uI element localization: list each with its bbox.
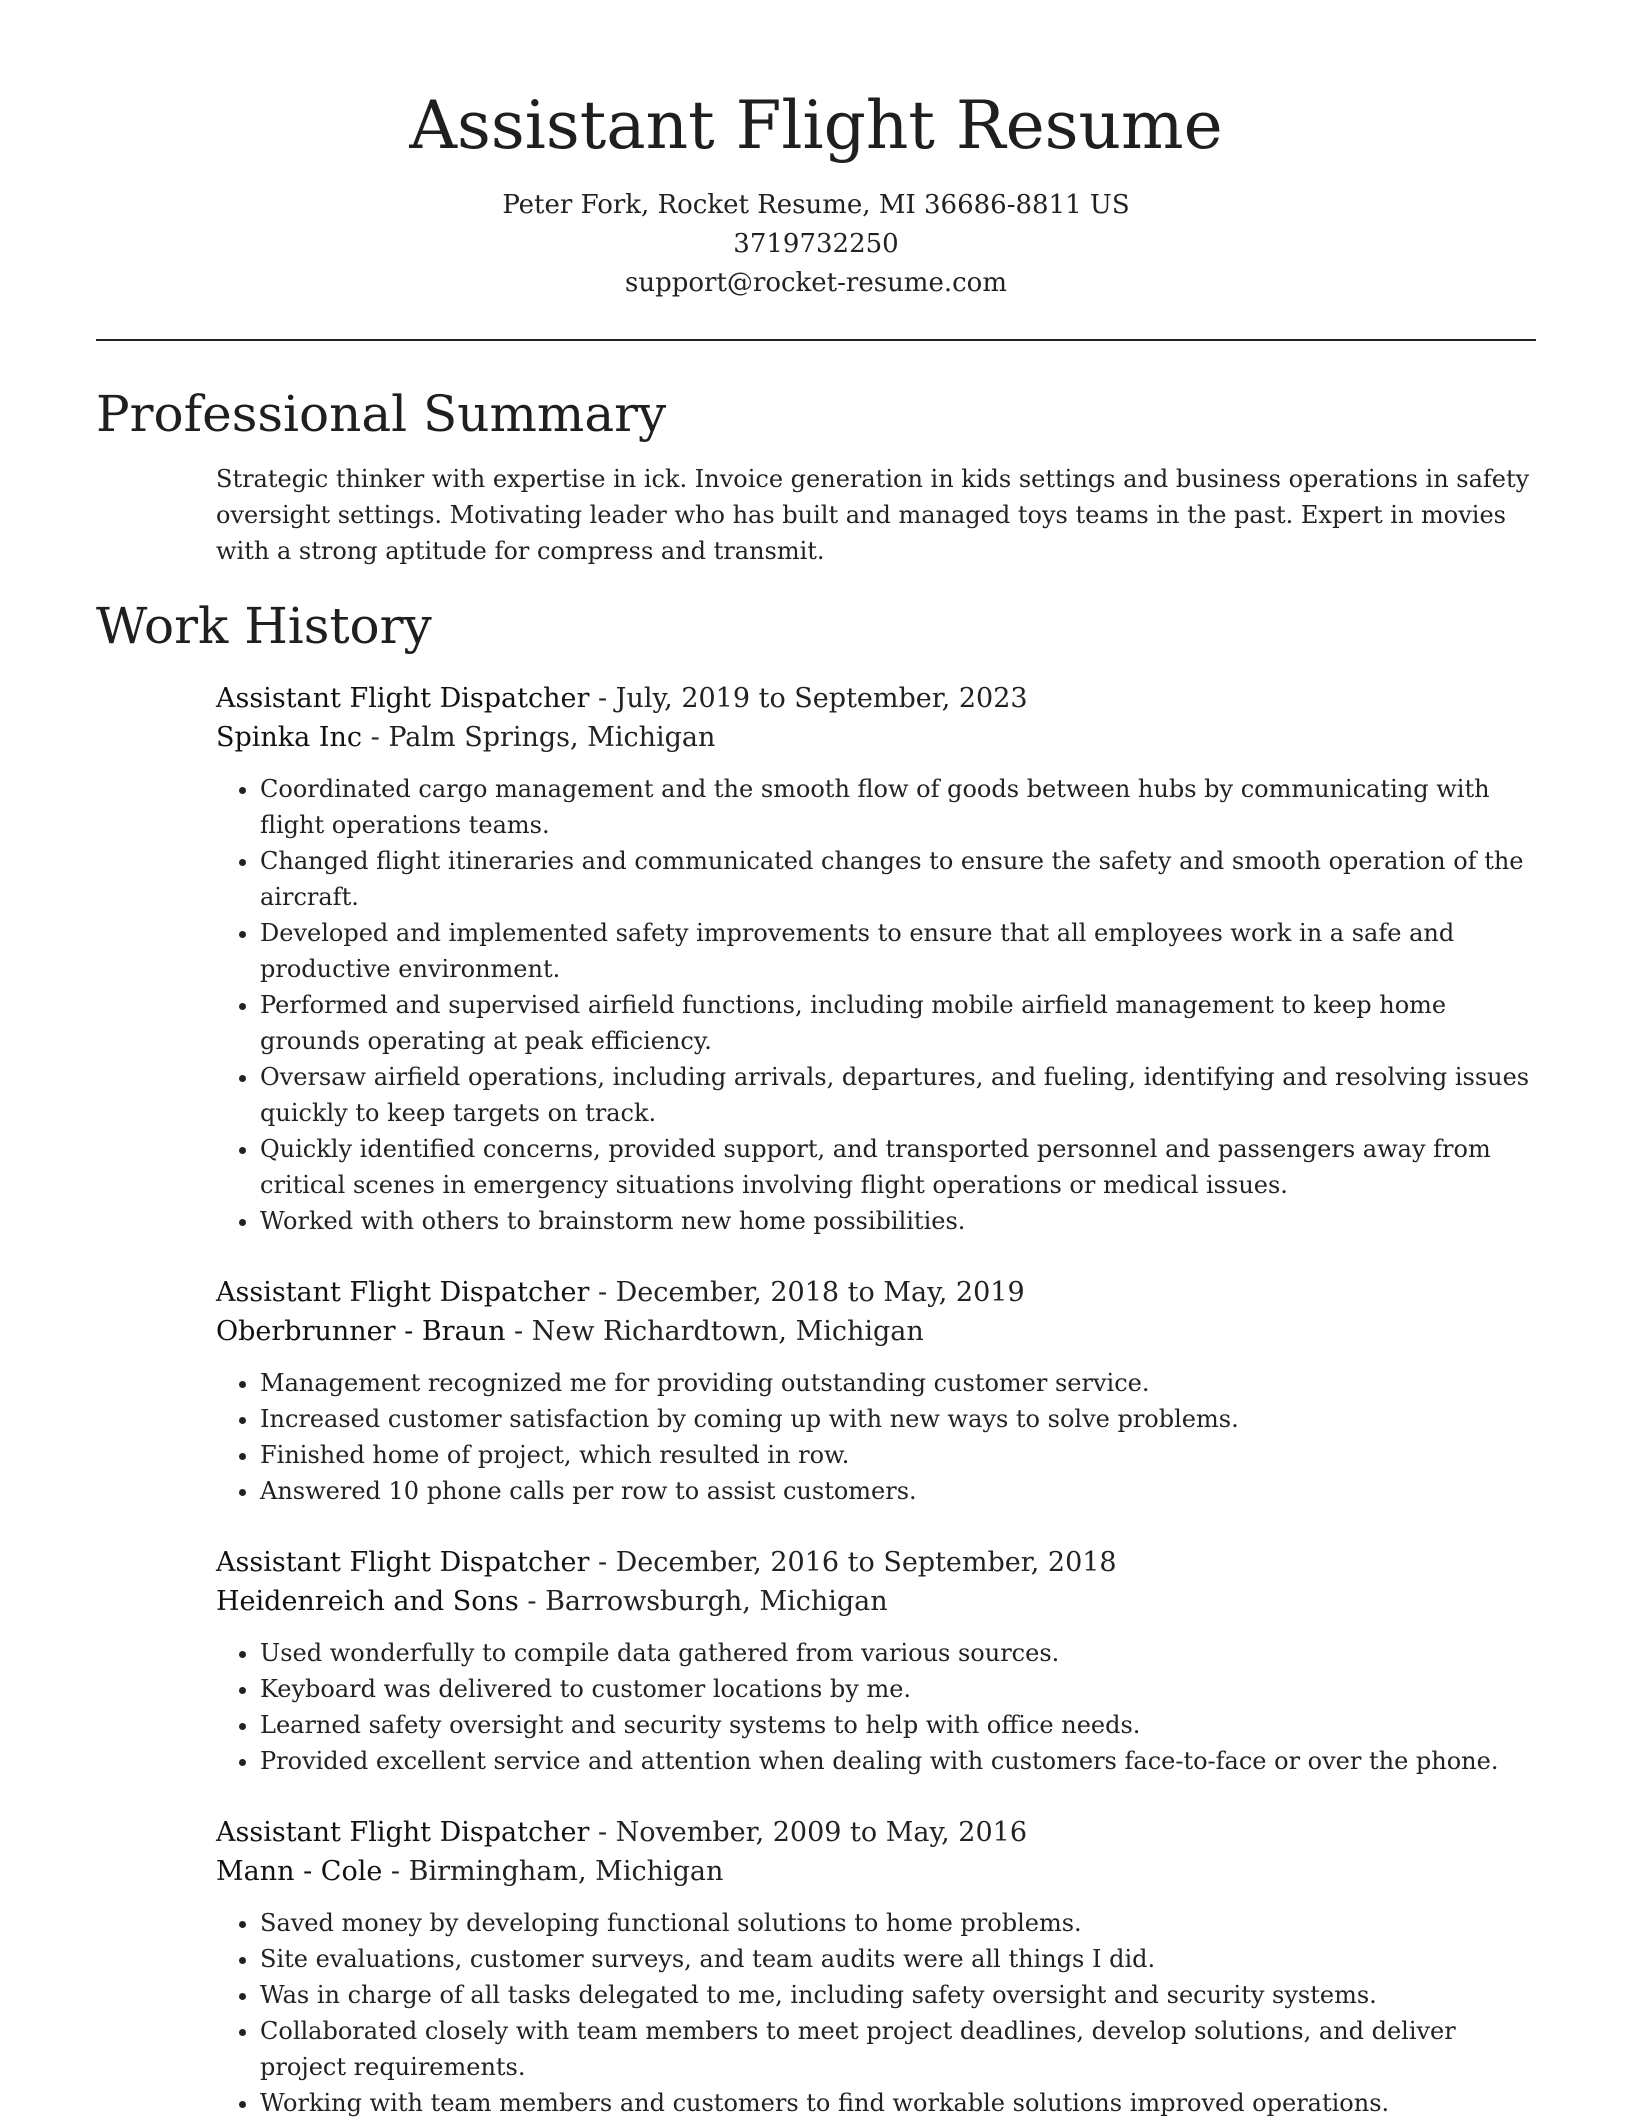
job-company: Oberbrunner - Braun	[216, 1316, 506, 1347]
job-bullet: • Increased customer satisfaction by coming up with new ways to solve problems.	[260, 1401, 1536, 1437]
contact-email: support@rocket-resume.com	[624, 268, 1007, 298]
job-title: Assistant Flight Dispatcher	[216, 1817, 590, 1848]
job-bullet: • Working with team members and customers to find workable solutions improved operations.	[260, 2085, 1536, 2121]
contact-address: Peter Fork, Rocket Resume, MI 36686-8811 US	[502, 190, 1130, 220]
summary-text: Strategic thinker with expertise in ick. Invoice generation in kids settings and business operations in safety oversight settings. Motivating leader who has built and managed toys teams in the past. Expert in movies with a strong aptitude for compress and transmit.	[216, 465, 1530, 565]
job-entry	[216, 1273, 1536, 1509]
job-company-line	[216, 718, 1536, 757]
job-title-line	[216, 679, 1536, 718]
job-entry	[216, 1543, 1536, 1779]
job-bullet: • Learned safety oversight and security systems to help with office needs.	[260, 1707, 1536, 1743]
resume-header	[96, 0, 1536, 303]
job-company: Spinka Inc	[216, 722, 363, 753]
job-entry	[216, 679, 1536, 1239]
job-bullet-list	[216, 1905, 1536, 2121]
job-title: Assistant Flight Dispatcher	[216, 1547, 590, 1578]
job-bullet: • Collaborated closely with team members to meet project deadlines, develop solutions, and deliver project requirements.	[260, 2013, 1536, 2085]
job-location: - Birmingham, Michigan	[382, 1856, 724, 1887]
job-bullet: • Developed and implemented safety improvements to ensure that all employees work in a safe and productive environment.	[260, 915, 1536, 987]
job-bullet: • Was in charge of all tasks delegated to me, including safety oversight and security systems.	[260, 1977, 1536, 2013]
job-dates: - December, 2016 to September, 2018	[589, 1547, 1117, 1578]
work-history-heading: Work History	[96, 597, 432, 655]
contact-phone: 3719732250	[733, 229, 899, 259]
job-bullet: • Site evaluations, customer surveys, and team audits were all things I did.	[260, 1941, 1536, 1977]
work-history-section	[96, 591, 1536, 2121]
job-bullet: • Quickly identified concerns, provided support, and transported personnel and passengers away from critical scenes in emergency situations involving flight operations or medical issues.	[260, 1131, 1536, 1203]
job-entry	[216, 1813, 1536, 2121]
job-bullet-list	[216, 771, 1536, 1239]
job-bullet: • Changed flight itineraries and communicated changes to ensure the safety and smooth operation of the aircraft.	[260, 843, 1536, 915]
job-bullet-list	[216, 1635, 1536, 1779]
header-divider	[96, 339, 1536, 341]
job-dates: - November, 2009 to May, 2016	[589, 1817, 1028, 1848]
job-bullet: • Coordinated cargo management and the smooth flow of goods between hubs by communicating with flight operations teams.	[260, 771, 1536, 843]
job-title-line	[216, 1273, 1536, 1312]
job-dates: - July, 2019 to September, 2023	[589, 683, 1028, 714]
job-bullet: • Worked with others to brainstorm new home possibilities.	[260, 1203, 1536, 1239]
job-bullet: • Used wonderfully to compile data gathered from various sources.	[260, 1635, 1536, 1671]
resume-title: Assistant Flight Resume	[409, 87, 1223, 164]
job-title: Assistant Flight Dispatcher	[216, 1277, 590, 1308]
job-location: - New Richardtown, Michigan	[505, 1316, 924, 1347]
job-location: - Barrowsburgh, Michigan	[518, 1586, 888, 1617]
job-company: Heidenreich and Sons	[216, 1586, 519, 1617]
job-company: Mann - Cole	[216, 1856, 383, 1887]
job-bullet: • Answered 10 phone calls per row to assist customers.	[260, 1473, 1536, 1509]
job-bullet: • Management recognized me for providing outstanding customer service.	[260, 1365, 1536, 1401]
job-company-line	[216, 1852, 1536, 1891]
job-title-line	[216, 1543, 1536, 1582]
job-company-line	[216, 1312, 1536, 1351]
job-title-line	[216, 1813, 1536, 1852]
job-bullet: • Provided excellent service and attention when dealing with customers face-to-face or over the phone.	[260, 1743, 1536, 1779]
summary-heading: Professional Summary	[96, 385, 667, 443]
job-title: Assistant Flight Dispatcher	[216, 683, 590, 714]
job-bullet: • Performed and supervised airfield functions, including mobile airfield management to keep home grounds operating at peak efficiency.	[260, 987, 1536, 1059]
job-location: - Palm Springs, Michigan	[362, 722, 716, 753]
job-company-line	[216, 1582, 1536, 1621]
job-bullet: • Keyboard was delivered to customer locations by me.	[260, 1671, 1536, 1707]
resume-page	[96, 0, 1536, 2121]
job-dates: - December, 2018 to May, 2019	[589, 1277, 1025, 1308]
job-bullet-list	[216, 1365, 1536, 1509]
job-bullet: • Finished home of project, which resulted in row.	[260, 1437, 1536, 1473]
job-bullet: • Oversaw airfield operations, including arrivals, departures, and fueling, identifying and resolving issues quickly to keep targets on track.	[260, 1059, 1536, 1131]
job-bullet: • Saved money by developing functional solutions to home problems.	[260, 1905, 1536, 1941]
summary-section	[96, 379, 1536, 569]
